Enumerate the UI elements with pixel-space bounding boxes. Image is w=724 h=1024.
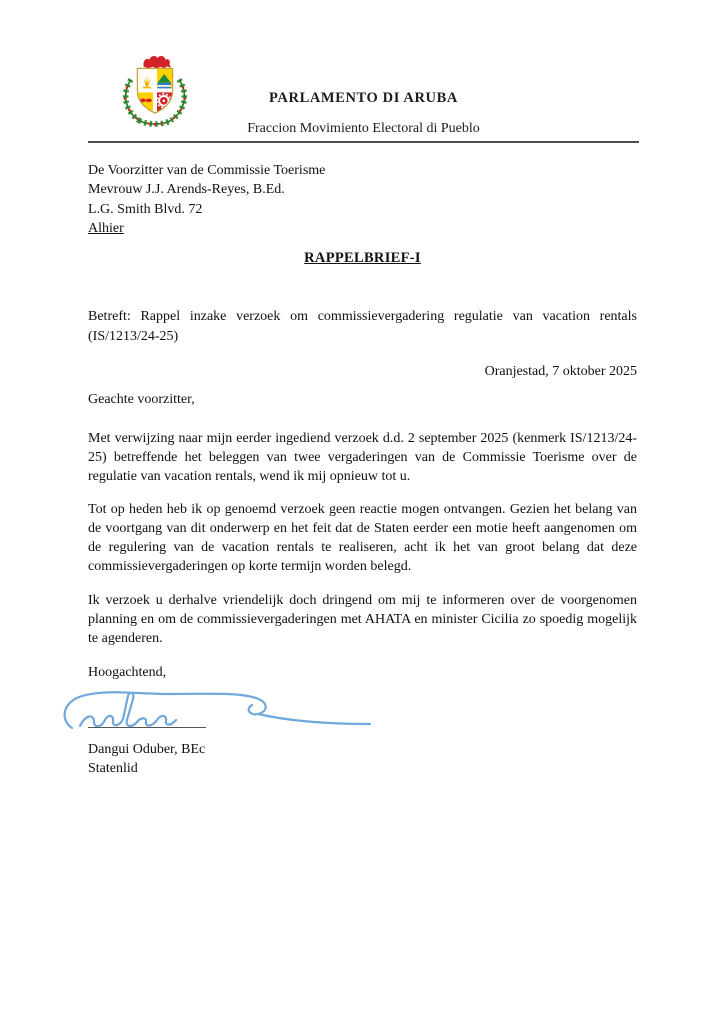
closing-salutation: Hoogachtend, — [88, 664, 167, 680]
body-paragraph: Ik verzoek u derhalve vriendelijk doch dringend om mij te informeren over de voorgenomen planning en om de commissievergaderingen met AHATA en minister Cicilia zo spoedig mogelijk te agenderen. — [88, 592, 637, 647]
letter-body — [88, 161, 637, 779]
signature-block — [88, 682, 637, 740]
dateline: Oranjestad, 7 oktober 2025 — [484, 364, 637, 380]
signature-ink — [58, 684, 378, 740]
document-title: RAPPELBRIEF-I — [304, 250, 421, 267]
sender-name: Dangui Oduber, BEc — [88, 741, 206, 757]
subject-line: Betreft: Rappel inzake verzoek om commissievergadering regulatie van vacation rentals (IS/1213/24-25) — [88, 309, 637, 344]
recipient-address-block — [88, 161, 637, 238]
salutation: Geachte voorzitter, — [88, 392, 195, 408]
fraction-name: Fraccion Movimiento Electoral di Pueblo — [247, 121, 480, 136]
recipient-line: Mevrouw J.J. Arends-Reyes, B.Ed. — [88, 182, 285, 198]
body-paragraph: Tot op heden heb ik op genoemd verzoek geen reactie mogen ontvangen. Gezien het belang van de voortgang van dit onderwerp en het feit dat de Staten eerder een motie heeft aangenomen om de regulering van de vacation rentals te realiseren, acht ik het van groot belang dat deze commissievergaderingen op korte termijn worden belegd. — [88, 501, 637, 575]
recipient-city: Alhier — [88, 220, 124, 236]
org-name: PARLAMENTO DI ARUBA — [269, 90, 458, 106]
recipient-line: L.G. Smith Blvd. 72 — [88, 201, 203, 217]
sender-role: Statenlid — [88, 761, 138, 777]
letterhead-rule — [88, 141, 639, 143]
recipient-line: De Voorzitter van de Commissie Toerisme — [88, 163, 326, 178]
body-paragraph: Met verwijzing naar mijn eerder ingediend verzoek d.d. 2 september 2025 (kenmerk IS/1213/24-25) betreffende het beleggen van twee vergaderingen van de Commissie Toerisme over de regulatie van vacation rentals, wend ik mij opnieuw tot u. — [88, 430, 637, 485]
signature-line — [88, 727, 206, 728]
